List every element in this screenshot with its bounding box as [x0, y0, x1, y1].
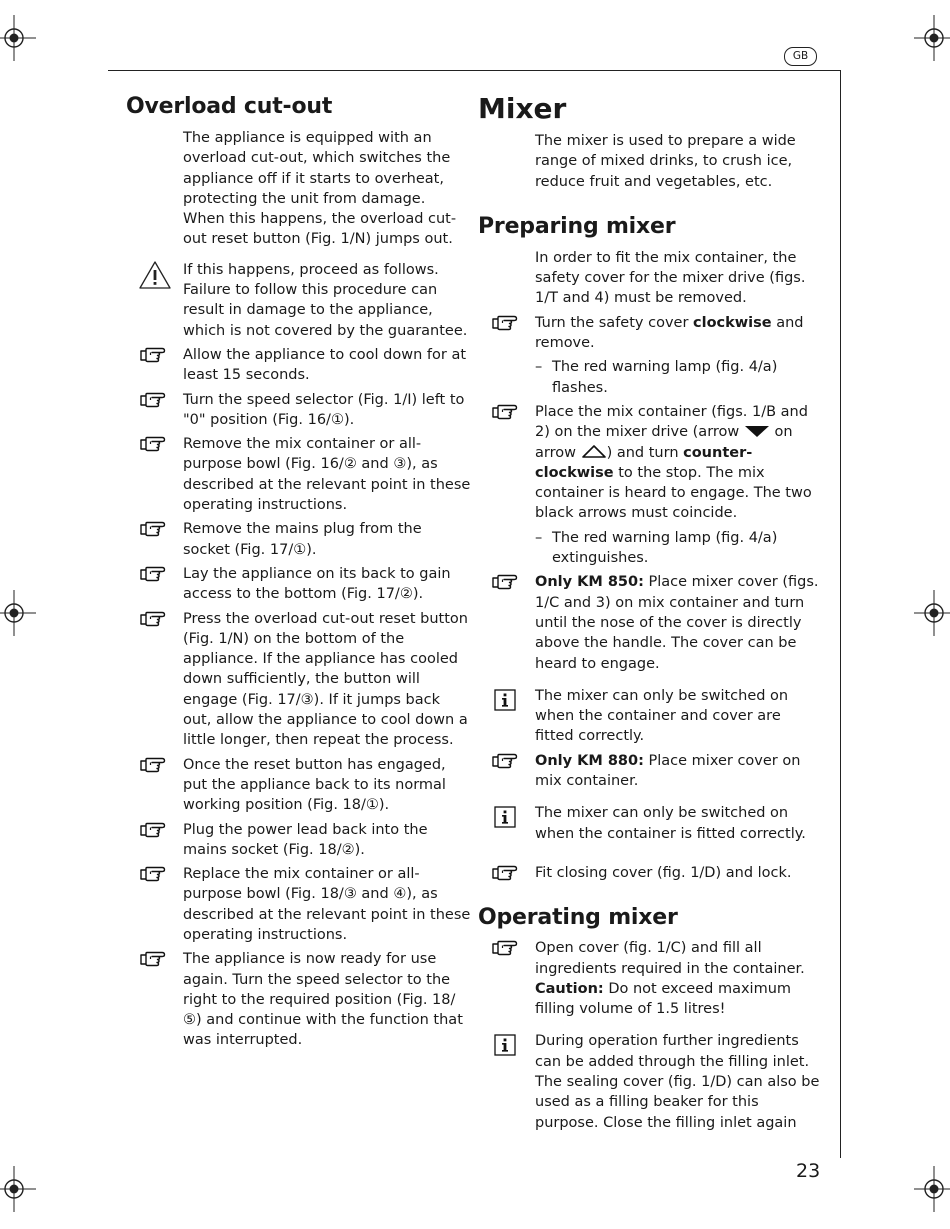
mixer-section: [478, 92, 823, 1133]
filled-arrow-down-icon: [744, 425, 770, 438]
overload-step-text: Replace the mix container or all-purpose bowl (Fig. 18/③ and ④), as described at the relevant point in these operating instructions.: [183, 866, 471, 943]
registration-mark-bottom-right: [914, 1166, 950, 1212]
overload-step: [126, 755, 471, 816]
info-icon: [494, 806, 516, 832]
overload-step: [126, 434, 471, 515]
pointing-hand-icon: [492, 865, 524, 885]
overload-step: [126, 519, 471, 560]
registration-mark-bottom-left: [0, 1166, 36, 1212]
info-icon: [494, 689, 516, 715]
overload-step: [126, 820, 471, 861]
overload-step-text: Once the reset button has engaged, put the appliance back to its normal working position (Fig. 18/①).: [183, 756, 446, 814]
registration-mark-mid-right: [914, 590, 950, 636]
preparing-step-1: Turn the safety cover clockwise and remove.: [478, 313, 823, 354]
page-number: 23: [796, 1160, 821, 1182]
overload-step-text: Turn the speed selector (Fig. 1/I) left to "0" position (Fig. 16/①).: [183, 391, 465, 428]
preparing-step-3: Only KM 850: Place mixer cover (figs. 1/C and 3) on mix container and turn until the nose of the cover is directly above the handle. The cover can be heard to engage.: [478, 572, 823, 673]
preparing-note-1: – The red warning lamp (fig. 4/a) flashes.: [535, 359, 778, 396]
pointing-hand-icon: [140, 436, 172, 456]
overload-intro: The appliance is equipped with an overload cut-out, which switches the appliance off if it starts to overheat, protecting the unit from damage. When this happens, the overload cut-out reset button (Fig. 1/N) jumps out.: [183, 130, 457, 248]
pointing-hand-icon: [140, 822, 172, 842]
overload-step-text: Remove the mix container or all-purpose bowl (Fig. 16/② and ③), as described at the relevant point in these operating instructions.: [183, 436, 471, 514]
info-note-1: The mixer can only be switched on when the container and cover are fitted correctly.: [478, 686, 823, 747]
overload-step: [126, 390, 471, 431]
pointing-hand-icon: [140, 866, 172, 886]
pointing-hand-icon: [492, 753, 524, 773]
overload-step: [126, 564, 471, 605]
pointing-hand-icon: [492, 940, 524, 960]
pointing-hand-icon: [492, 574, 524, 594]
overload-step: [126, 345, 471, 386]
pointing-hand-icon: [140, 951, 172, 971]
outline-arrow-up-icon: [581, 444, 607, 459]
registration-mark-top-right: [914, 15, 950, 61]
overload-step-text: The appliance is now ready for use again. Turn the speed selector to the right to the required position (Fig. 18/⑤) and continue with the function that was interrupted.: [183, 951, 463, 1049]
pointing-hand-icon: [492, 315, 524, 335]
preparing-title: Preparing mixer: [478, 213, 676, 239]
overload-step-text: Plug the power lead back into the mains socket (Fig. 18/②).: [183, 821, 428, 858]
pointing-hand-icon: [140, 521, 172, 541]
overload-step: [126, 949, 471, 1050]
preparing-step-4: Only KM 880: Place mixer cover on mix container.: [478, 751, 823, 792]
mixer-intro: The mixer is used to prepare a wide range of mixed drinks, to crush ice, reduce fruit and vegetables, etc.: [535, 133, 796, 190]
frame-right-rule: [840, 70, 841, 1158]
overload-step: [126, 864, 471, 945]
overload-step-text: Press the overload cut-out reset button (Fig. 1/N) on the bottom of the appliance. If the appliance has cooled down sufficiently, the button will engage (Fig. 17/③). If it jumps back out, allow the appliance to cool down a little longer, then repeat the process.: [183, 610, 468, 749]
registration-mark-top-left: [0, 15, 36, 61]
overload-title: Overload cut-out: [126, 94, 333, 119]
warning-icon: [138, 260, 172, 290]
info-icon: [494, 1034, 516, 1060]
preparing-step-5: Fit closing cover (fig. 1/D) and lock.: [478, 863, 823, 883]
registration-mark-mid-left: [0, 590, 36, 636]
warning-text: If this happens, proceed as follows. Failure to follow this procedure can result in damage to the appliance, which is not covered by the guarantee.: [183, 261, 468, 339]
preparing-note-2: – The red warning lamp (fig. 4/a) extinguishes.: [535, 529, 778, 567]
overload-section: [126, 92, 471, 1051]
pointing-hand-icon: [140, 347, 172, 367]
pointing-hand-icon: [492, 404, 524, 424]
pointing-hand-icon: [140, 757, 172, 777]
language-badge: GB: [784, 47, 817, 66]
preparing-intro: In order to fit the mix container, the safety cover for the mixer drive (figs. 1/T and 4) must be removed.: [535, 249, 806, 307]
operating-step-1: Open cover (fig. 1/C) and fill all ingredients required in the container. Caution: Do not exceed maximum filling volume of 1.5 litres!: [478, 938, 823, 1019]
operating-info: During operation further ingredients can be added through the filling inlet. The sealing cover (fig. 1/D) can also be used as a filling beaker for this purpose. Close the filling inlet again: [478, 1031, 823, 1132]
overload-step-text: Remove the mains plug from the socket (Fig. 17/①).: [183, 521, 422, 558]
frame-top-rule: [108, 70, 841, 71]
overload-step: [126, 609, 471, 751]
pointing-hand-icon: [140, 392, 172, 412]
info-note-2: The mixer can only be switched on when the container is fitted correctly.: [478, 803, 823, 844]
preparing-step-2: Place the mix container (figs. 1/B and 2) on the mixer drive (arrow on arrow ) and turn counter-clockwise to the stop. The mix container is heard to engage. The two black arrows must coincide.: [478, 402, 823, 524]
overload-step-text: Lay the appliance on its back to gain access to the bottom (Fig. 17/②).: [183, 565, 451, 603]
mixer-title: Mixer: [478, 92, 567, 125]
pointing-hand-icon: [140, 566, 172, 586]
operating-title: Operating mixer: [478, 905, 678, 931]
pointing-hand-icon: [140, 611, 172, 631]
overload-step-text: Allow the appliance to cool down for at least 15 seconds.: [183, 346, 467, 384]
